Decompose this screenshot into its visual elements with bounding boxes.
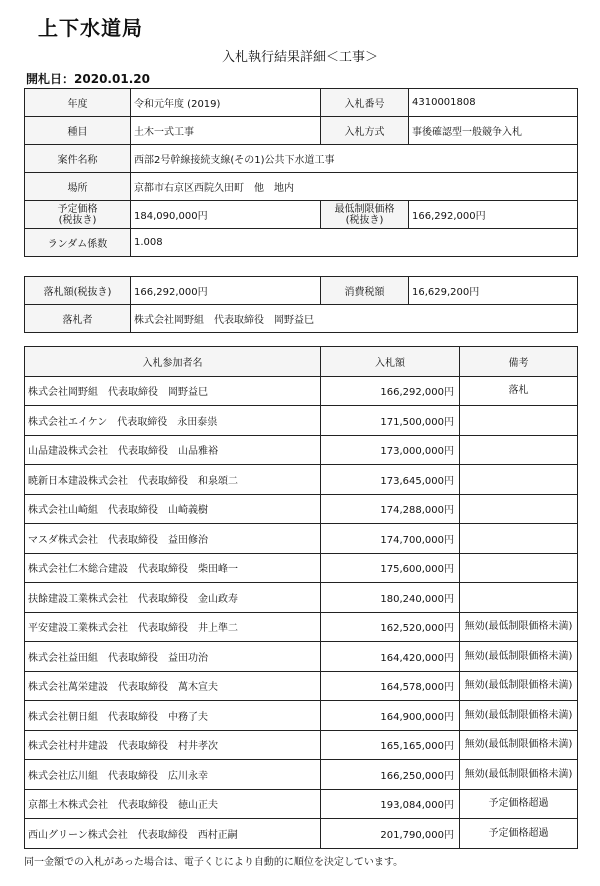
table-row: [25, 583, 578, 613]
table-row: [25, 819, 578, 849]
award-amount-value: 166,292,000円: [131, 277, 321, 305]
bid-note: 無効(最低制限価格未満): [460, 642, 578, 672]
page-title: 入札執行結果詳細＜工事＞: [221, 50, 378, 65]
bidder-name: 株式会社益田組 代表取締役 益田功治: [25, 642, 321, 672]
table-row: [25, 435, 578, 465]
min-price-label: 最低制限価格 (税抜き): [321, 201, 409, 229]
bidder-name: 扶餘建設工業株式会社 代表取締役 金山政寿: [25, 583, 321, 613]
bidder-name: 西山グリーン株式会社 代表取締役 西村正嗣: [25, 819, 321, 849]
bid-amount: 171,500,000円: [321, 406, 460, 436]
table-row: [25, 524, 578, 554]
est-price-value: 184,090,000円: [131, 201, 321, 229]
award-table: [24, 276, 578, 333]
award-amount-label: 落札額(税抜き): [25, 277, 131, 305]
bidder-name: 株式会社広川組 代表取締役 広川永幸: [25, 760, 321, 790]
footer-note: 同一金額での入札があった場合は、電子くじにより自動的に順位を決定しています。: [24, 857, 404, 868]
bidder-name: 京都土木株式会社 代表取締役 徳山正夫: [25, 789, 321, 819]
table-row: [25, 612, 578, 642]
amount-header: 入札額: [321, 347, 460, 377]
method-label: 入札方式: [321, 117, 409, 145]
bid-note: 無効(最低制限価格未満): [460, 612, 578, 642]
bidder-name: 山品建設株式会社 代表取締役 山品雅裕: [25, 435, 321, 465]
est-price-label: 予定価格 (税抜き): [25, 201, 131, 229]
table-row: [25, 553, 578, 583]
bidder-name: マスダ株式会社 代表取締役 益田修治: [25, 524, 321, 554]
bids-table: [24, 346, 578, 849]
bid-amount: 193,084,000円: [321, 789, 460, 819]
open-date-label: 開札日: [26, 72, 63, 86]
info-table: [24, 88, 578, 257]
bid-note: 予定価格超過: [460, 819, 578, 849]
bid-amount: 166,292,000円: [321, 376, 460, 406]
project-value: 西部2号幹線接続支線(その1)公共下水道工事: [131, 145, 578, 173]
bid-note: [460, 406, 578, 436]
category-label: 種目: [25, 117, 131, 145]
bidder-name: 株式会社仁木総合建設 代表取締役 柴田峰一: [25, 553, 321, 583]
table-row: [25, 406, 578, 436]
note-header: 備考: [460, 347, 578, 377]
winner-label: 落札者: [25, 305, 131, 333]
bidder-name: 暁新日本建設株式会社 代表取締役 和泉頌二: [25, 465, 321, 495]
place-value: 京都市右京区西院久田町 他 地内: [131, 173, 578, 201]
bid-note: 無効(最低制限価格未満): [460, 730, 578, 760]
bid-note: [460, 435, 578, 465]
year-label: 年度: [25, 89, 131, 117]
bidder-name: 平安建設工業株式会社 代表取締役 井上準二: [25, 612, 321, 642]
bidder-header: 入札参加者名: [25, 347, 321, 377]
bid-amount: 173,000,000円: [321, 435, 460, 465]
method-value: 事後確認型一般競争入札: [409, 117, 578, 145]
min-price-value: 166,292,000円: [409, 201, 578, 229]
bid-amount: 174,288,000円: [321, 494, 460, 524]
bid-amount: 165,165,000円: [321, 730, 460, 760]
bid-amount: 164,900,000円: [321, 701, 460, 731]
tax-label: 消費税額: [321, 277, 409, 305]
random-label: ランダム係数: [25, 229, 131, 257]
category-value: 土木一式工事: [131, 117, 321, 145]
table-row: [25, 642, 578, 672]
bid-amount: 174,700,000円: [321, 524, 460, 554]
bidder-name: 株式会社エイケン 代表取締役 永田泰祟: [25, 406, 321, 436]
bid-amount: 180,240,000円: [321, 583, 460, 613]
open-date: 開札日：2020.01.20: [26, 72, 150, 86]
winner-value: 株式会社岡野組 代表取締役 岡野益巳: [131, 305, 578, 333]
bid-note: 無効(最低制限価格未満): [460, 671, 578, 701]
org-name: 上下水道局: [38, 16, 143, 40]
bid-note: 落札: [460, 376, 578, 406]
bid-amount: 166,250,000円: [321, 760, 460, 790]
tax-value: 16,629,200円: [409, 277, 578, 305]
bid-amount: 201,790,000円: [321, 819, 460, 849]
bid-note: [460, 583, 578, 613]
bidder-name: 株式会社村井建設 代表取締役 村井孝次: [25, 730, 321, 760]
table-row: [25, 376, 578, 406]
bid-note: [460, 553, 578, 583]
bid-amount: 162,520,000円: [321, 612, 460, 642]
table-row: [25, 789, 578, 819]
bidder-name: 株式会社山崎組 代表取締役 山崎義樹: [25, 494, 321, 524]
bid-note: 予定価格超過: [460, 789, 578, 819]
bidder-name: 株式会社岡野組 代表取締役 岡野益巳: [25, 376, 321, 406]
table-row: [25, 760, 578, 790]
random-value: 1.008: [131, 229, 578, 257]
bid-note: [460, 465, 578, 495]
open-date-value: 2020.01.20: [74, 72, 150, 86]
bid-note: 無効(最低制限価格未満): [460, 701, 578, 731]
bidder-name: 株式会社朝日組 代表取締役 中務了夫: [25, 701, 321, 731]
project-label: 案件名称: [25, 145, 131, 173]
table-row: [25, 701, 578, 731]
place-label: 場所: [25, 173, 131, 201]
bid-note: 無効(最低制限価格未満): [460, 760, 578, 790]
table-row: [25, 465, 578, 495]
table-row: [25, 494, 578, 524]
bid-no-label: 入札番号: [321, 89, 409, 117]
bid-no-value: 4310001808: [409, 89, 578, 117]
bid-amount: 164,578,000円: [321, 671, 460, 701]
bid-note: [460, 524, 578, 554]
bidder-name: 株式会社萬栄建設 代表取締役 萬木宣夫: [25, 671, 321, 701]
table-row: [25, 730, 578, 760]
year-value: 令和元年度 (2019): [131, 89, 321, 117]
bid-amount: 164,420,000円: [321, 642, 460, 672]
bid-amount: 173,645,000円: [321, 465, 460, 495]
table-row: [25, 671, 578, 701]
bid-note: [460, 494, 578, 524]
bid-amount: 175,600,000円: [321, 553, 460, 583]
